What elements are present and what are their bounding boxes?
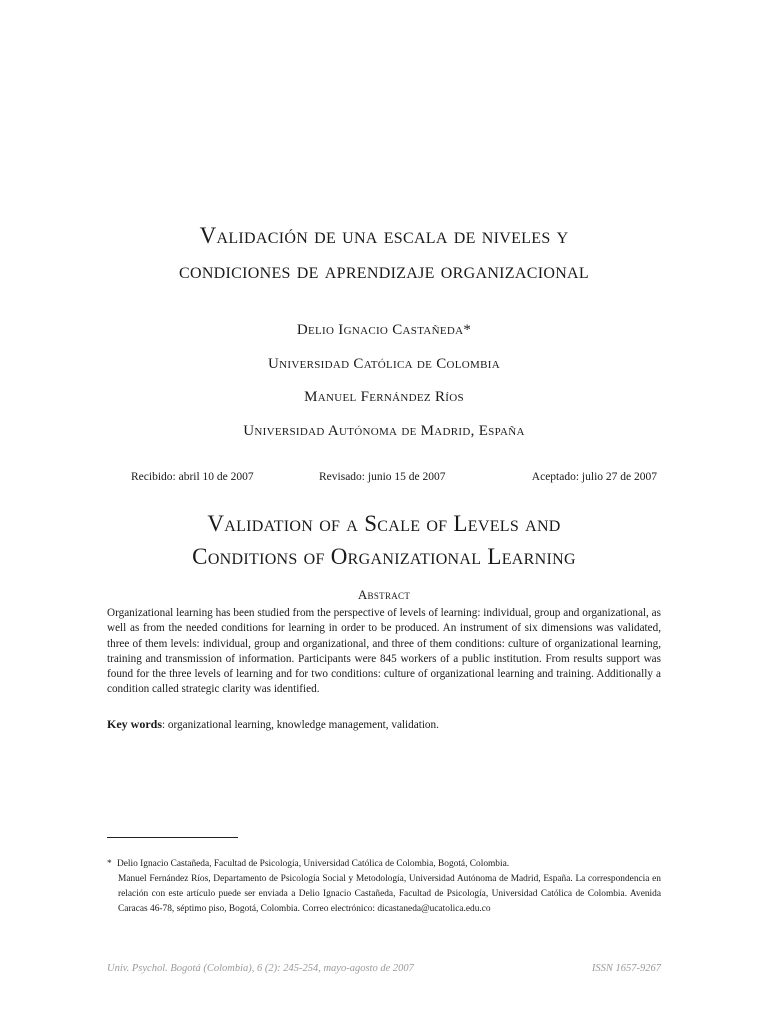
footnote-author-1 bbox=[107, 857, 661, 872]
issn: ISSN 1657-9267 bbox=[591, 963, 661, 974]
journal-citation: Univ. Psychol. Bogotá (Colombia), 6 (2): 245-254, mayo-agosto de 2007 bbox=[107, 963, 414, 974]
abstract-heading: Abstract bbox=[357, 587, 411, 602]
accepted-date: Aceptado: julio 27 de 2007 bbox=[531, 471, 657, 483]
received-date: Recibido: abril 10 de 2007 bbox=[131, 471, 254, 483]
footnote-divider bbox=[107, 837, 238, 838]
submission-dates bbox=[131, 471, 657, 487]
author-1-name: Delio Ignacio Castañeda* bbox=[296, 322, 472, 338]
keywords-text: : organizational learning, knowledge management, validation. bbox=[162, 719, 439, 731]
spanish-title-line-2: condiciones de aprendizaje organizacional bbox=[179, 258, 589, 283]
revised-date: Revisado: junio 15 de 2007 bbox=[319, 471, 446, 483]
keywords-label: Key words bbox=[107, 717, 162, 731]
english-title-line-2: Conditions of Organizational Learning bbox=[192, 544, 576, 569]
author-2-name: Manuel Fernández Ríos bbox=[304, 389, 464, 405]
keywords bbox=[107, 717, 661, 733]
author-2-affiliation: Universidad Autónoma de Madrid, España bbox=[243, 423, 525, 439]
page-footer bbox=[107, 963, 661, 977]
abstract-body: Organizational learning has been studied from the perspective of levels of learning: individual, group and organizational, as well as from the needed conditions for learning in order to be produced. An instrument of six dimensions was validated, three of them levels: individual, group and organizational, and three of them conditions: culture of organizational learning, training and transmission of information. Participants were 845 workers of a public institution. From results support was found for the three levels of learning and for two conditions: culture of organizational learning and training. Additionally a condition called strategic clarity was identified. bbox=[107, 607, 661, 696]
footnote-author-1-text: Delio Ignacio Castañeda, Facultad de Psicología, Universidad Católica de Colombia, Bogotá, Colombia. bbox=[117, 859, 510, 869]
footnote-author-2: Manuel Fernández Ríos, Departamento de Psicología Social y Metodología, Universidad Autónoma de Madrid, España. La correspondencia en relación con este artículo puede ser enviada a Delio Ignacio Castañeda, Facultad de Psicología, Universidad Católica de Colombia. Avenida Caracas 46-78, séptimo piso, Bogotá, Colombia. Correo electrónico: dicastaneda@ucatolica.edu.co bbox=[118, 874, 661, 914]
spanish-title-line-1: Validación de una escala de niveles y bbox=[199, 223, 569, 248]
footnote-mark: * bbox=[107, 859, 112, 869]
english-title-line-1: Validation of a Scale of Levels and bbox=[207, 511, 561, 536]
author-1-affiliation: Universidad Católica de Colombia bbox=[268, 356, 500, 372]
